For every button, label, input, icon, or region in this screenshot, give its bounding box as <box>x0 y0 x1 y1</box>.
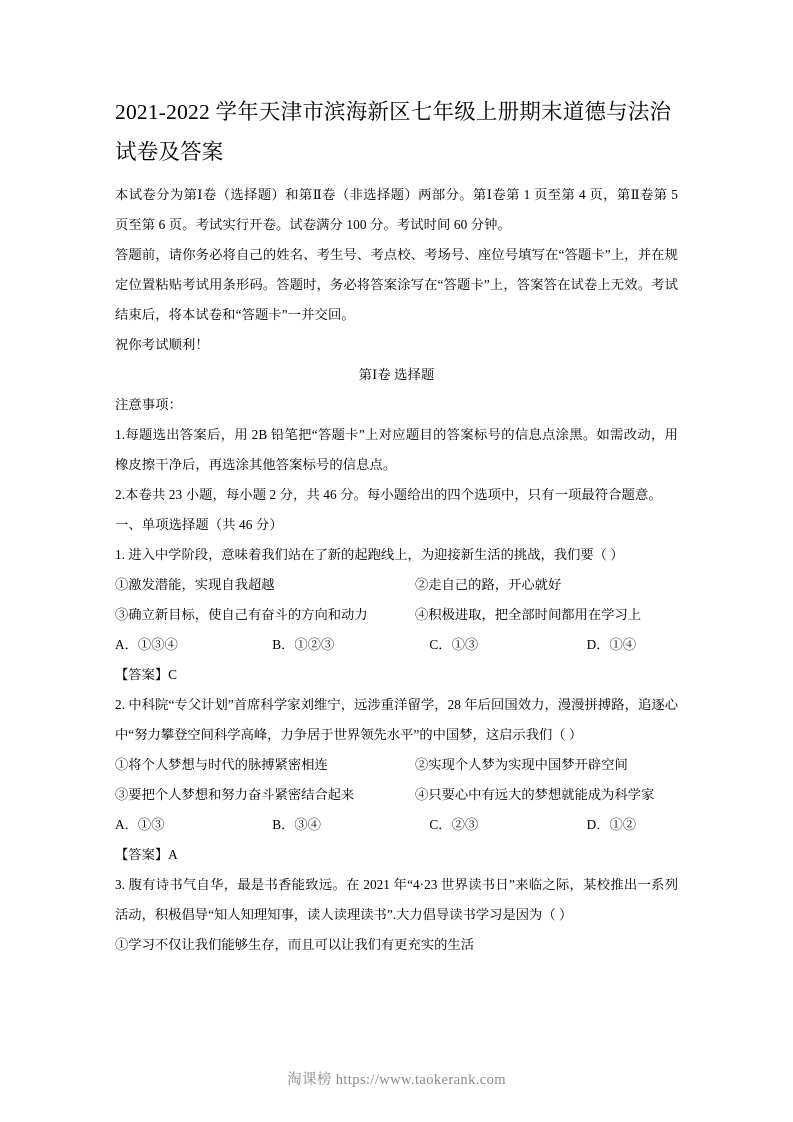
watermark: 淘课榜 https://www.taokerank.com <box>287 1072 506 1088</box>
notice-item-1: 1.每题选出答案后，用 2B 铅笔把“答题卡”上对应题目的答案标号的信息点涂黑。如需改动，用橡皮擦干净后，再选涂其他答案标号的信息点。 <box>115 427 678 472</box>
notice-label: 注意事项： <box>115 397 182 412</box>
question-sub-row <box>115 780 678 810</box>
option-a: A．①③ <box>115 817 165 832</box>
intro-paragraph-3: 祝你考试顺利！ <box>115 337 209 352</box>
question-stem: 2. 中科院“专父计划”首席科学家刘维宁，远涉重洋留学，28 年后回国效力，漫漫拼搏路，追逐心中“努力攀登空间科学高峰，力争居于世界领先水平”的中国梦，这启示我们（ ） <box>115 697 678 742</box>
sub-option-right: ④积极进取，把全部时间都用在学习上 <box>415 607 642 622</box>
option-c: C．②③ <box>429 817 479 832</box>
notice-item-2: 2.本卷共 23 小题，每小题 2 分，共 46 分。每小题给出的四个选项中，只有一项最符合题意。 <box>115 487 662 502</box>
sub-option-left: ③要把个人梦想和努力奋斗紧密结合起来 <box>115 787 355 802</box>
intro-paragraph-1: 本试卷分为第Ⅰ卷（选择题）和第Ⅱ卷（非选择题）两部分。第Ⅰ卷第 1 页至第 4 页，第Ⅱ卷第 5 页至第 6 页。考试实行开卷。试卷满分 100 分。考试时间 60 分钟。 <box>115 187 678 232</box>
option-b: B．③④ <box>272 817 321 832</box>
sub-option-right: ②走自己的路，开心就好 <box>415 577 562 592</box>
option-b: B．①②③ <box>272 637 335 652</box>
sub-option-left: ①学习不仅让我们能够生存，而且可以让我们有更充实的生活 <box>115 937 475 952</box>
question-sub-row <box>115 570 678 600</box>
question-stem: 1. 进入中学阶段，意味着我们站在了新的起跑线上，为迎接新生活的挑战，我们要（ ） <box>115 547 624 562</box>
intro-paragraph-2: 答题前，请你务必将自己的姓名、考生号、考点校、考场号、座位号填写在“答题卡”上，并在规定位置粘贴考试用条形码。答题时，务必将答案涂写在“答题卡”上，答案答在试卷上无效。考试结束后，将本试卷和“答题卡”一并交回。 <box>115 247 678 322</box>
sub-option-right: ④只要心中有远大的梦想就能成为科学家 <box>415 787 655 802</box>
option-c: C．①③ <box>429 637 479 652</box>
question-options <box>115 630 678 660</box>
option-d: D．①④ <box>586 637 637 652</box>
answer-line: 【答案】A <box>115 847 178 862</box>
sub-option-right: ②实现个人梦为实现中国梦开辟空间 <box>415 757 628 772</box>
sub-option-left: ①激发潜能，实现自我超越 <box>115 577 275 592</box>
question-options <box>115 810 678 840</box>
sub-option-left: ①将个人梦想与时代的脉搏紧密相连 <box>115 757 328 772</box>
page-title: 2021-2022 学年天津市滨海新区七年级上册期末道德与法治试卷及答案 <box>115 100 672 164</box>
part-title: 一、单项选择题（共 46 分） <box>115 517 283 532</box>
section-heading: 第Ⅰ卷 选择题 <box>358 367 435 382</box>
sub-option-left: ③确立新目标，使自己有奋斗的方向和动力 <box>115 607 368 622</box>
question-sub-row <box>115 600 678 630</box>
option-d: D．①② <box>586 817 637 832</box>
question-stem: 3. 腹有诗书气自华，最是书香能致远。在 2021 年“4·23 世界读书日”来临之际，某校推出一系列活动，积极倡导“知人知理知事，读人读理读书”.大力倡导读书学习是因为（ ） <box>115 877 678 922</box>
answer-line: 【答案】C <box>115 667 178 682</box>
question-sub-row <box>115 750 678 780</box>
option-a: A．①③④ <box>115 637 178 652</box>
